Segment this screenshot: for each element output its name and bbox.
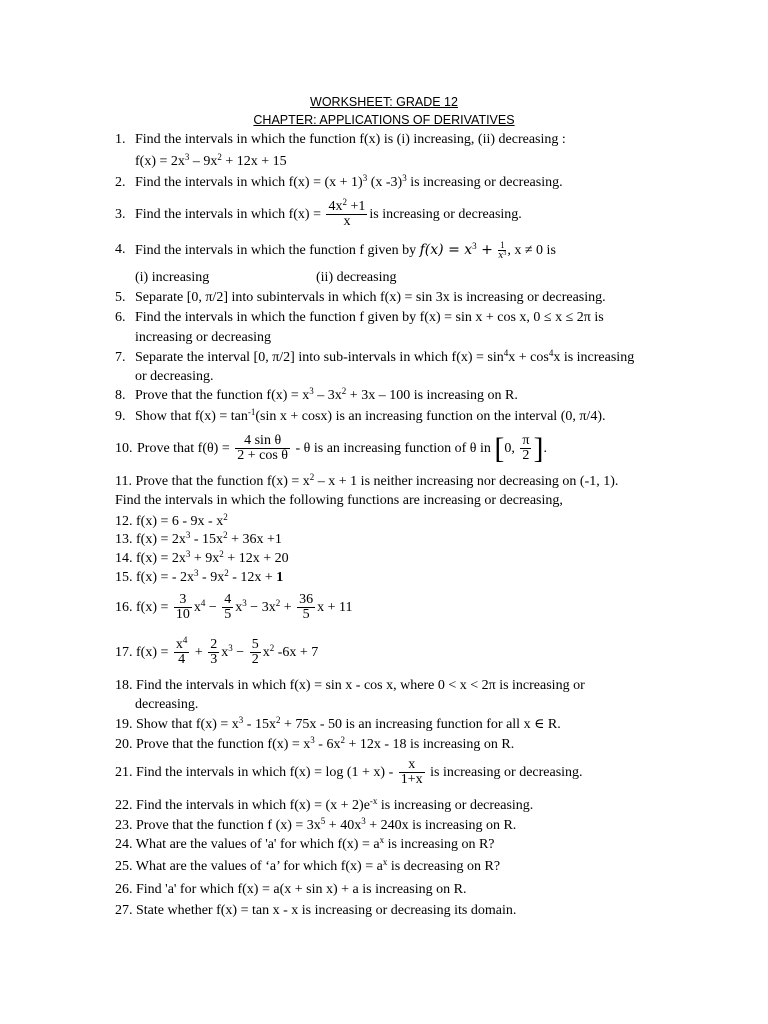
question-14: 14. $f(x) = 2x^3 + 9x^2 + 12x + 20$: [115, 549, 289, 566]
question-number: 10.: [115, 441, 133, 456]
question-17: 17. f(x) = $\frac{x^4}{4}$ + $\frac{2}{3}$ $x^3$ − $\frac{5}{2}$ $x^2$ -6x + 7: [115, 635, 319, 668]
question-3: Find the intervals in which f(x) = $\frac{4x^2 +1}{x}$ is increasing or decreasing.: [135, 197, 522, 230]
question-20: 20. Prove that the function $f(x) = x^3 - 6x^2 + 12x - 18$ is increasing on R.: [115, 735, 515, 752]
question-25: 25. What are the values of ‘a’ for which $f(x) = a^x$ is decreasing on R?: [115, 857, 501, 874]
question-number: 3.: [115, 207, 126, 222]
question-10: Prove that f(θ) = $\frac{\text{4 sin θ}}{\text{2 + cos θ}}$ - θ is an increasing function of θ in [0, $\frac{\pi}{2}$ ].: [137, 431, 547, 465]
question-22: 22. Find the intervals in which $f(x) = (x + 2)e^{-x}$ is increasing or decreasing.: [115, 796, 534, 813]
question-6-line-1: Find the intervals in which the function f given by f(x) = sin x + cos x, 0 ≤ x ≤ 2π is: [135, 310, 604, 325]
question-4-option-1: (i) increasing: [135, 270, 210, 285]
question-19: 19. Show that $f(x) = x^3 - 15x^2 + 75x - 50$ is an increasing function for all x ∈ R.: [115, 715, 561, 732]
question-13: 13. $f(x) = 2x^3 - 15x^2 + 36x +1$: [115, 530, 282, 547]
question-9: Show that $f(x) = \tan^{-1}(\sin$ x + cosx) is an increasing function on the interval (0, π/4).: [135, 407, 606, 424]
chapter-title: CHAPTER: APPLICATIONS OF DERIVATIVES: [253, 113, 515, 127]
question-21: 21. Find the intervals in which f(x) = log (1 + x) - $\frac{x}{1+x}$ is increasing or decreasing.: [115, 757, 583, 788]
question-number: 5.: [115, 290, 126, 305]
question-number: 1.: [115, 132, 126, 147]
question-18-line-1: 18. Find the intervals in which f(x) = sin x - cos x, where 0 < x < 2π is increasing or: [115, 678, 585, 693]
question-15: 15. f(x) = - $2x^3 - 9x^2 - 12x + 1$: [115, 568, 284, 585]
question-number: 4.: [115, 242, 126, 257]
question-number: 7.: [115, 350, 126, 365]
fraction: 1 𝑥$^3$: [498, 240, 507, 261]
question-18-line-2: decreasing.: [135, 697, 199, 712]
fraction: $\frac{4x^2 +1}{x}$: [328, 197, 366, 230]
question-number: 8.: [115, 388, 126, 403]
question-24: 24. What are the values of 'a' for which $f(x) = a^x$ is increasing on R?: [115, 835, 495, 852]
question-27: 27. State whether f(x) = tan x - x is increasing or decreasing its domain.: [115, 903, 517, 918]
question-16: 16. f(x) = $\frac{3}{10}$ $x^4$ − $\frac{4}{5}$ $x^3 - 3x^2$ + $\frac{36}{5}$ x + 11: [115, 592, 353, 623]
instruction-text: Find the intervals in which the following functions are increasing or decreasing,: [115, 493, 563, 508]
fraction: $\frac{\text{4 sin θ}}{\text{2 + cos θ}}$: [237, 433, 289, 464]
worksheet-title: WORKSHEET: GRADE 12: [310, 95, 458, 109]
question-7-line-2: or decreasing.: [135, 369, 214, 384]
question-1-text: Find the intervals in which the function f(x) is (i) increasing, (ii) decreasing :: [135, 132, 566, 147]
question-7-line-1: Separate the interval [0, π/2] into sub-intervals in which $f(x) = \sin^4x + \cos^4x$ is increasing: [135, 348, 635, 365]
question-number: 6.: [115, 310, 126, 325]
question-26: 26. Find 'a' for which f(x) = a(x + sin x) + a is increasing on R.: [115, 882, 467, 897]
question-8: Prove that the function $f(x) = x^3 - 3x^2 + 3x - 100$ is increasing on R.: [135, 386, 518, 403]
question-12: 12. $f(x) = 6 - 9x - x^2$: [115, 512, 228, 529]
question-4: Find the intervals in which the function f given by 𝑓(𝑥) = 𝑥$^3$ + 1 𝑥$^3$ , x ≠ 0 is: [135, 240, 556, 261]
question-4-option-2: (ii) decreasing: [316, 270, 397, 285]
question-6-line-2: increasing or decreasing: [135, 330, 272, 345]
question-1-function: $f(x) = 2x^3 - 9x^2 + 12x + 15$: [135, 152, 287, 169]
question-number: 9.: [115, 409, 126, 424]
question-number: 2.: [115, 175, 126, 190]
question-23: 23. Prove that the function f $(x) = 3x^5 + 40x^3 + 240x$ is increasing on R.: [115, 816, 517, 833]
question-11: 11. Prove that the function $f(x) = x^2 - x + 1$ is neither increasing nor decreasing on (-1, 1).: [115, 472, 619, 489]
question-5: Separate [0, π/2] into subintervals in which f(x) = sin 3x is increasing or decreasing.: [135, 290, 606, 305]
fraction: $\frac{\pi}{2}$: [522, 433, 530, 464]
question-2: Find the intervals in which $f(x) = (x + 1)^3$ (x -3)$^3$ is increasing or decreasing.: [135, 173, 563, 190]
